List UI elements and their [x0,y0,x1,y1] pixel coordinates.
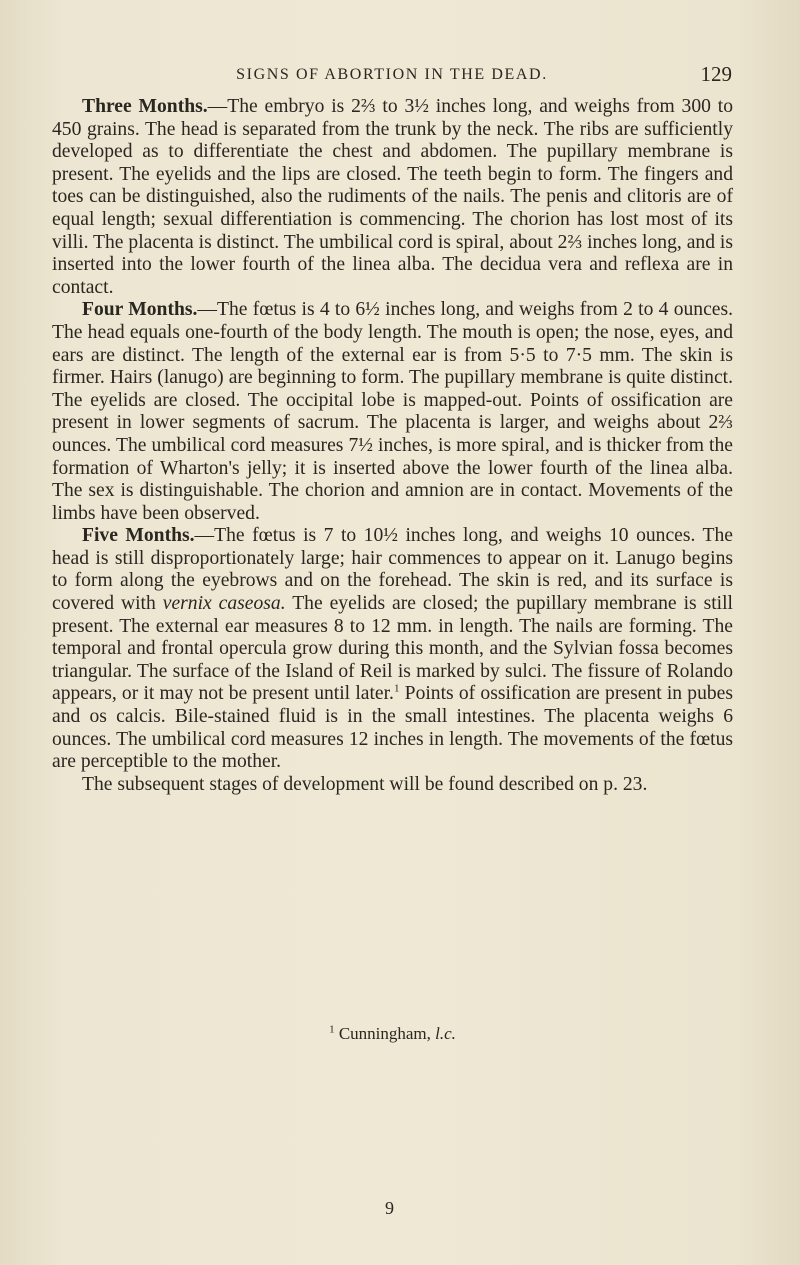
footnote-reference: 1 [393,682,400,695]
paragraph-closing: The subsequent stages of development will be found described on p. 23. [82,773,648,795]
text-three-months: —The embryo is 2⅔ to 3½ inches long, and weighs from 300 to 450 grains. The head is separated from the trunk by the neck. The ribs are sufficiently developed as to differentiate the chest and abdomen. The pupillary membrane is present. The eyelids and the lips are closed. The teeth begin to form. The fingers and toes can be distinguished, also the rudiments of the nails. The penis and clitoris are of equal length; sexual differentiation is commencing. The chorion has lost most of its villi. The placenta is distinct. The umbilical cord is spiral, about 2⅔ inches long, and is inserted into the lower fourth of the linea alba. The decidua vera and reflexa are in contact. [52,96,733,298]
heading-four-months: Four Months. [82,299,198,321]
term-vernix-caseosa: vernix caseosa. [162,593,286,615]
text-four-months: —The fœtus is 4 to 6½ inches long, and weighs from 2 to 4 ounces. The head equals one-fourth of the body length. The mouth is open; the nose, eyes, and ears are distinct. The length of the external ear is from 5·5 to 7·5 mm. The skin is firmer. Hairs (lanugo) are beginning to form. The pupillary membrane is quite distinct. The eyelids are closed. The occipital lobe is mapped-out. Points of ossification are present in lower segments of sacrum. The placenta is larger, and weighs about 2⅔ ounces. The umbilical cord measures 7½ inches, is more spiral, and is thicker from the formation of Wharton's jelly; it is inserted above the lower fourth of the linea alba. The sex is distinguishable. The chorion and amnion are in contact. Movements of the limbs have been observed. [52,299,733,524]
paragraph-four-months [52,299,733,525]
running-head [52,62,732,86]
running-title: SIGNS OF ABORTION IN THE DEAD. [236,66,548,83]
paragraph-three-months [52,96,733,299]
body-text [52,96,733,796]
paragraph-five-months [52,525,733,774]
text-five-months-part2: The eyelids are closed; the pupillary membrane is still present. The external ear measures 8 to 12 mm. in length. The nails are forming. The temporal and frontal opercula grow during this month, and the Sylvian fossa becomes triangular. The surface of the Island of Reil is marked by sulci. The fissure of Rolando appears, or it may not be present until later. [52,593,733,705]
page-number: 129 [700,62,732,86]
text-five-months-part1: —The fœtus is 7 to 10½ inches long, and weighs 10 ounces. The head is still disproportionately large; hair commences to appear on it. Lanugo begins to form along the eyebrows and on the forehead. The skin is red, and its surface is covered with [52,525,733,615]
footnote-abbreviation: l.c. [435,1024,456,1043]
heading-three-months: Three Months. [82,96,208,117]
signature-mark: 9 [385,1198,394,1218]
footnote-marker: 1 [329,1023,335,1036]
footnote [52,1024,733,1044]
text-five-months-part3: Points of ossification are present in pubes and os calcis. Bile-stained fluid is in the small intestines. The placenta weighs 6 ounces. The umbilical cord measures 12 inches in length. The movements of the fœtus are perceptible to the mother. [52,683,733,773]
footnote-text: Cunningham, [334,1024,436,1043]
heading-five-months: Five Months. [82,525,195,547]
